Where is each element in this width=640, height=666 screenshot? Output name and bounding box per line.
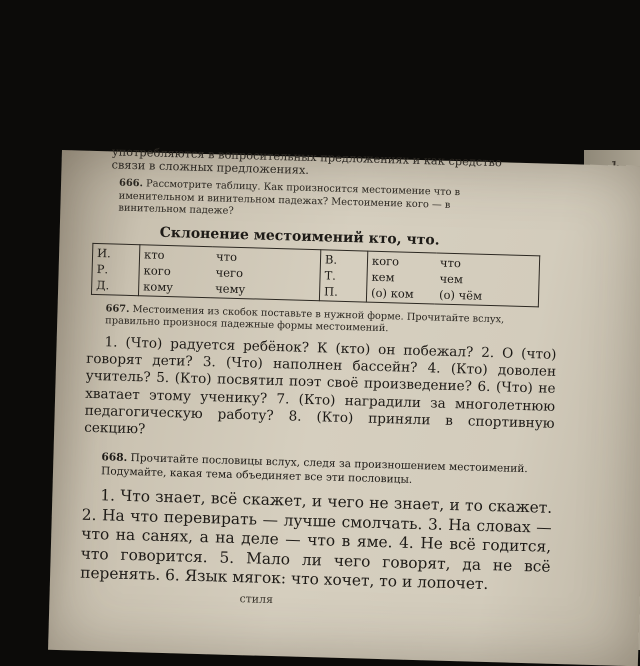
task-667-text: Местоимения из скобок поставьте в нужной форме. Прочитайте вслух, правильно произнося падежные формы местоимений. [105,303,505,335]
kto-right: кого кем (о) ком [366,251,436,304]
chto-left: что чего чему [211,247,321,301]
page-content [79,144,557,613]
task-666 [90,177,511,226]
cases-left: И. Р. Д. [91,243,139,295]
cases-right: В. Т. П. [319,250,367,302]
task-668-proverbs: 1. Что знает, всё скажет, и чего не знает, и то скажет. 2. На что перевирать — лучше смолчать. 3. На словах — что на санях, а на деле — что в яме. 4. Не всё годится, что говорится. 5. Мало ли чего говорят, да не всё перенять. 6. Язык мягок: что хочет, то и лопочет. [79,486,553,594]
table-row [91,243,539,306]
task-666-number: 666. [118,177,144,190]
chto-right: что чем (о) чём [435,253,540,307]
task-667 [87,303,508,340]
kto-left: кто кого кому [138,244,212,297]
textbook-page [48,144,640,666]
top-fragment: употребляются в вопросительных предложениях и как средство связи в сложных предложениях. [111,144,503,177]
task-667-exercise: 1. (Что) радуется ребёнок? К (кто) он побежал? 2. О (что) говорят дети? 3. (Что) наполнен бассейн? 4. (Кто) доволен учитель? 5. (Кто) посвятил поэт своё произведение? 6. (Что) не хватает этому ученику? 7. (Кто) наградили за многолетнюю педагогическую работу? 8. (Кто) приняли в спортивную секцию? [84,334,557,438]
task-668-number: 668. [101,451,128,465]
task-667-number: 667. [105,303,130,315]
bottom-fragment: стиля [239,592,274,607]
task-668 [83,451,572,491]
task-668-text: Прочитайте пословицы вслух, следя за произношением местоимений. Подумайте, какая тема объединяет все эти пословицы. [100,452,528,486]
task-666-text: Рассмотрите таблицу. Как произносится местоимение что в именительном и винительном падежах? Местоимение кого — в винительном падеже? [118,178,461,218]
declension-table [91,243,540,307]
table-title: Склонение местоимений кто, что. [159,224,440,249]
